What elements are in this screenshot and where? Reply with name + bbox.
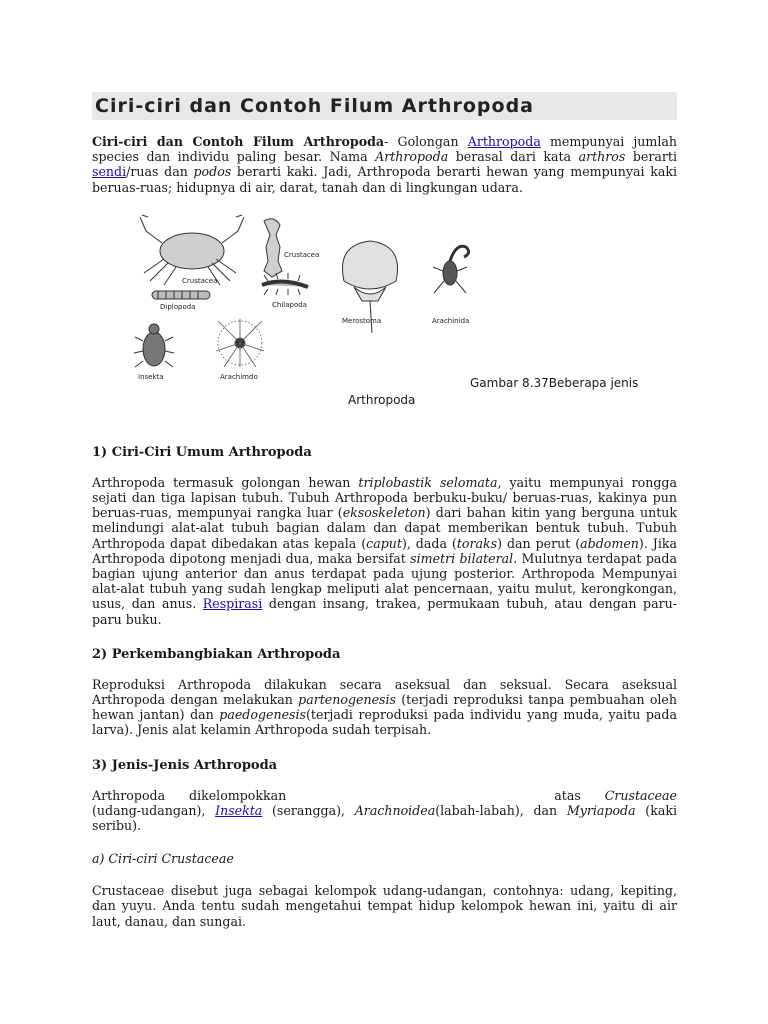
section2-italic: paedogenesis <box>219 707 306 723</box>
figure-caption: Gambar 8.37Beberapa jenis <box>470 375 639 390</box>
section1-text: Arthropoda termasuk golongan hewan <box>92 474 359 490</box>
arthropoda-figure <box>92 211 677 421</box>
section3-italic: Arachnoidea <box>354 802 436 818</box>
insekta-drawing <box>134 324 174 367</box>
section3a-paragraph: Crustaceae disebut juga sebagai kelompok udang-udangan, contohnya: udang, kepiting, dan yuyu. Anda tentu sudah mengetahui tempat hidup kelompok hewan ini, yaitu di air laut, danau, dan sungai. <box>92 883 677 929</box>
label-merostoma: Merostoma <box>342 316 382 325</box>
label-arachimdo: Arachimdo <box>220 372 258 381</box>
section3-italic: Crustaceae <box>604 787 677 803</box>
section3-paragraph <box>92 788 677 834</box>
section3a-heading: a) Ciri-ciri Crustaceae <box>92 851 234 867</box>
section1-italic: toraks <box>456 535 498 551</box>
section3-text: atas <box>554 787 605 803</box>
section3-text: (kaki seribu). <box>92 802 677 834</box>
intro-text: berarti <box>625 149 677 165</box>
respirasi-link[interactable]: Respirasi <box>202 596 263 612</box>
section3-text: (labah-labah), dan <box>435 802 567 818</box>
diplopoda-drawing <box>152 291 210 299</box>
section3-heading: 3) Jenis-Jenis Arthropoda <box>92 757 278 773</box>
arthropoda-illustration <box>132 211 532 391</box>
intro-text: /ruas dan <box>126 164 194 180</box>
arachinida-drawing <box>433 246 469 293</box>
section2-text: (terjadi reproduksi pada individu yang muda, yaitu pada larva). Jenis alat kelamin Arthropoda sudah terpisah. <box>92 707 677 738</box>
intro-text: mempunyai jumlah species dan individu paling besar. Nama <box>92 134 677 165</box>
crab-drawing <box>140 215 244 285</box>
section3-text: (serangga), <box>262 802 355 818</box>
label-chilapoda: Chilapoda <box>272 300 307 309</box>
section2-text: (terjadi reproduksi tanpa pembuahan oleh hewan jantan) dan <box>92 692 677 723</box>
insekta-link[interactable]: Insekta <box>215 802 263 818</box>
section2-paragraph <box>92 677 677 738</box>
lobster-drawing <box>264 219 282 277</box>
intro-paragraph <box>92 134 677 195</box>
section1-text: dengan insang, trakea, permukaan tubuh, atau dengan paru-paru buku. <box>92 596 677 627</box>
arachimdo-drawing <box>216 319 264 367</box>
chilapoda-drawing <box>262 273 308 295</box>
section1-heading: 1) Ciri-Ciri Umum Arthropoda <box>92 444 312 460</box>
intro-italic: arthros <box>578 149 626 165</box>
section1-text: , yaitu mempunyai rongga sejati dan tiga lapisan tubuh. Tubuh Arthropoda berbuku-buku/ beruas-ruas, kakinya pun beruas-ruas, mempunyai rangka luar ( <box>92 474 677 521</box>
intro-text: berasal dari kata <box>448 149 579 165</box>
label-diplopoda: Diplopoda <box>160 302 196 311</box>
section1-text: . Mulutnya terdapat pada bagian ujung anterior dan anus terdapat pada ujung posterior. Arthropoda Mempunyai alat-alat tubuh yang sudah lengkap meliputi alat pencernaan, yaitu mulut, kerongkongan, usus, dan anus. <box>92 550 678 612</box>
section2-heading: 2) Perkembangbiakan Arthropoda <box>92 646 341 662</box>
section1-italic: eksoskeleton <box>342 505 426 521</box>
intro-italic: podos <box>193 164 232 180</box>
section3-italic: Myriapoda <box>566 802 636 818</box>
intro-text: berarti kaki. Jadi, Arthropoda berarti hewan yang mempunyai kaki beruas-ruas; hidupnya di air, darat, tanah dan di lingkungan udara. <box>92 164 677 195</box>
section2-text: Reproduksi Arthropoda dilakukan secara aseksual dan seksual. Secara aseksual Arthropoda dengan melakukan <box>92 676 677 708</box>
section1-paragraph <box>92 475 677 627</box>
document-page <box>92 92 677 929</box>
intro-italic: Arthropoda <box>375 149 449 165</box>
section1-italic: triplobastik selomata <box>358 474 498 490</box>
figure-caption-line2: Arthropoda <box>348 392 416 407</box>
section1-italic: caput <box>366 535 402 551</box>
intro-text: - Golongan <box>384 134 468 149</box>
label-crustacea-crab: Crustacea <box>182 276 218 285</box>
intro-lead: Ciri-ciri dan Contoh Filum Arthropoda <box>92 134 385 149</box>
section3-text: Arthropoda dikelompokkan <box>92 787 287 803</box>
section1-text: ) dari bahan kitin yang berguna untuk melindungi alat-alat tubuh bagian dalam dan dapat memberikan bentuk tubuh. Tubuh Arthropoda dapat dibedakan atas kepala ( <box>92 505 678 551</box>
arthropoda-link[interactable]: Arthropoda <box>467 134 541 149</box>
label-arachinida: Arachinida <box>432 316 470 325</box>
section2-italic: partenogenesis <box>298 692 396 708</box>
page-title: Ciri-ciri dan Contoh Filum Arthropoda <box>92 92 677 120</box>
section1-text: ) dan perut ( <box>497 535 581 551</box>
label-crustacea-top: Crustacea <box>284 250 320 259</box>
section1-italic: abdomen <box>580 535 639 551</box>
section3-text: (udang-udangan), <box>92 802 216 818</box>
label-insekta: Insekta <box>138 372 164 381</box>
section1-italic: simetri bilateral <box>410 550 514 566</box>
sendi-link[interactable]: sendi <box>92 164 127 180</box>
section1-text: ). Jika Arthropoda dipotong menjadi dua, maka bersifat <box>92 535 677 566</box>
section1-text: ), dada ( <box>401 535 457 551</box>
